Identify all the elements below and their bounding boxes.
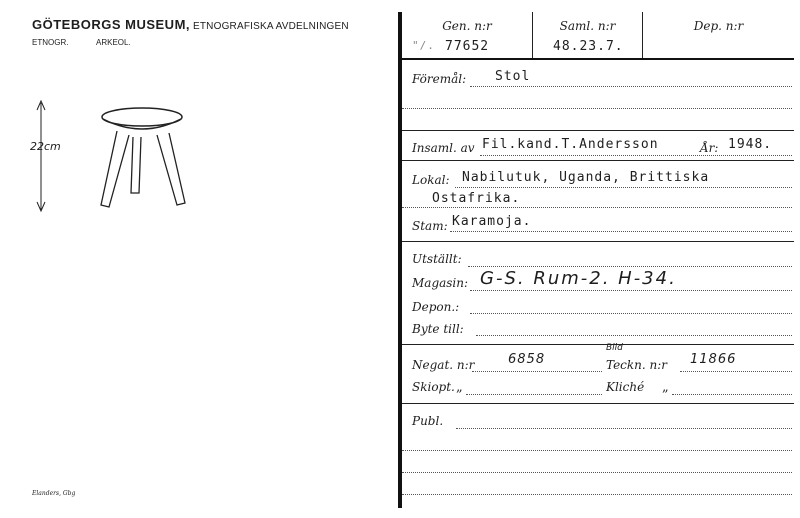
utstallt-line [468, 266, 792, 267]
byte-line [476, 335, 792, 336]
stool-sketch [25, 95, 205, 225]
sub-right-label: ARKEOL. [96, 38, 131, 47]
teckn-line [680, 371, 792, 372]
saml-nr-value: 48.23.7. [553, 39, 624, 54]
rule-2 [402, 160, 794, 161]
kliche-value: „ [662, 380, 669, 395]
negat-line [472, 371, 602, 372]
lokal-label: Lokal: [412, 173, 450, 187]
insaml-label: Insaml. av [412, 141, 475, 155]
foremal-label: Föremål: [412, 72, 467, 86]
museum-name: GÖTEBORGS MUSEUM, [32, 17, 191, 32]
lokal-line-2 [402, 207, 792, 208]
depon-line [470, 313, 792, 314]
rule-4 [402, 344, 794, 345]
publ-line-1 [456, 428, 792, 429]
publ-line-3 [402, 472, 792, 473]
table-bottom-rule [402, 58, 794, 60]
stam-value: Karamoja. [452, 214, 532, 229]
lokal-value-2: Ostafrika. [432, 191, 521, 206]
negat-label: Negat. n:r [412, 358, 475, 372]
skiopt-value: „ [456, 380, 463, 395]
byte-label: Byte till: [412, 322, 464, 336]
skiopt-line [466, 394, 602, 395]
lokal-line-1 [455, 187, 792, 188]
publ-label: Publ. [412, 414, 444, 428]
teckn-label: Teckn. n:r [606, 358, 668, 372]
kliche-label: Kliché [606, 380, 645, 394]
negat-value: 6858 [508, 352, 546, 367]
ar-label: År: [700, 141, 719, 155]
magasin-label: Magasin: [412, 276, 469, 290]
skiopt-label: Skiopt. [412, 380, 455, 394]
foremal-value: Stol [495, 69, 531, 84]
department-name: ETNOGRAFISKA AVDELNINGEN [193, 21, 349, 32]
kliche-line [672, 394, 792, 395]
insaml-value: Fil.kand.T.Andersson [482, 137, 659, 152]
foremal-line [470, 86, 792, 87]
magasin-line [470, 290, 792, 291]
card-divider [398, 12, 402, 508]
sub-left-label: ETNOGR. [32, 38, 69, 47]
height-label: 22cm [30, 140, 61, 153]
printer-imprint: Elanders, Gbg [32, 490, 76, 497]
gen-nr-value: 77652 [445, 39, 490, 54]
museum-header [32, 17, 349, 32]
utstallt-label: Utställt: [412, 252, 462, 266]
blank-line-1 [402, 108, 792, 109]
rule-5 [402, 403, 794, 404]
publ-line-2 [402, 450, 792, 451]
stam-line [450, 231, 792, 232]
magasin-value: G-S. Rum-2. H-34. [480, 268, 677, 289]
gen-nr-prefix: "/. [412, 39, 435, 52]
publ-line-4 [402, 494, 792, 495]
stam-label: Stam: [412, 219, 448, 233]
teckn-value: 11866 [690, 352, 737, 367]
gen-nr-header: Gen. n:r [442, 19, 492, 33]
insaml-line [480, 155, 792, 156]
dep-nr-header: Dep. n:r [693, 19, 744, 33]
rule-1 [402, 130, 794, 131]
depon-label: Depon.: [412, 300, 460, 314]
ar-value: 1948. [728, 137, 773, 152]
lokal-value-1: Nabilutuk, Uganda, Brittiska [462, 170, 710, 185]
teckn-note: Bild [606, 343, 623, 353]
rule-3 [402, 241, 794, 242]
saml-nr-header: Saml. n:r [559, 19, 616, 33]
